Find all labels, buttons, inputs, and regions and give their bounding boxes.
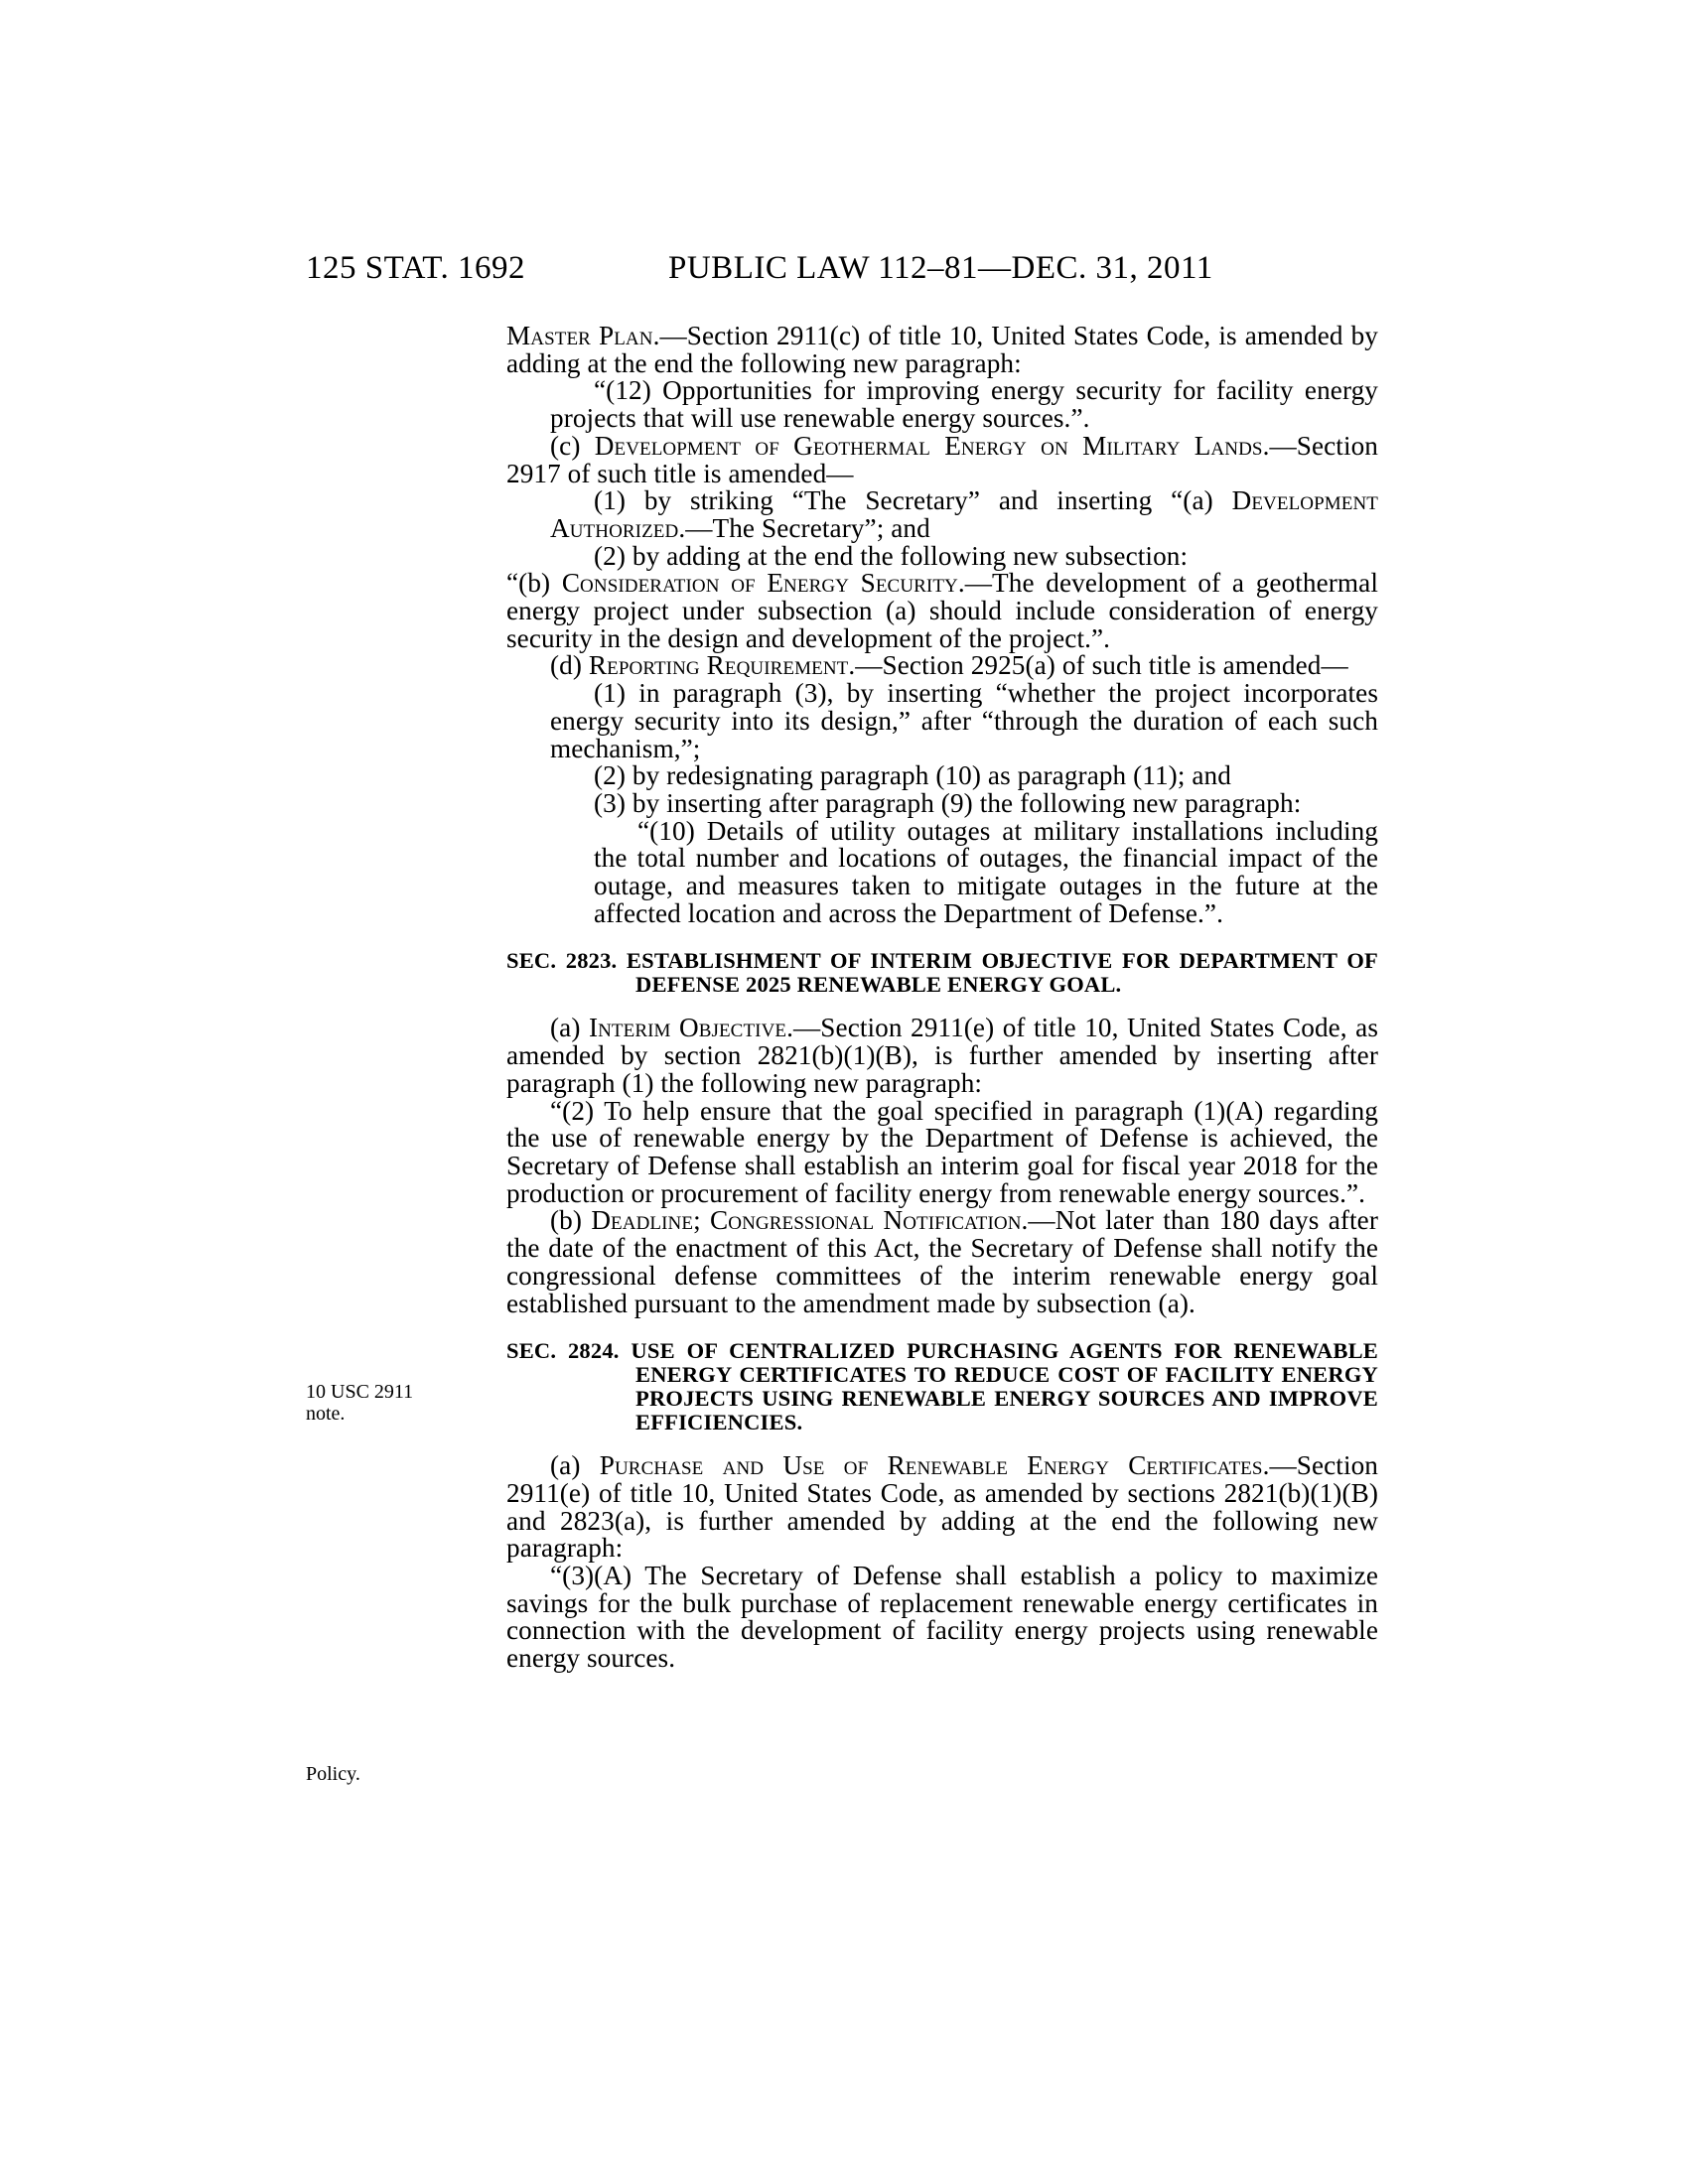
margin-note-usc-ref: 10 USC 2911 xyxy=(306,1381,414,1403)
text-2824-a: .—Section 2911(e) of title 10, United States Code, as amended by sections 2821(b)(1)(B) and 2823(a), is further amended by adding at the end the following new paragraph: xyxy=(506,1450,1378,1564)
margin-note-usc xyxy=(306,1381,413,1425)
paragraph-d-1: (1) in paragraph (3), by inserting “whether the project incorporates energy security into its design,” after “through the duration of each such mechanism,”; xyxy=(550,678,1378,763)
document-body xyxy=(506,323,1378,1673)
statute-page-number: 125 STAT. 1692 xyxy=(306,250,526,286)
caption-energy-security: Consideration of Energy Security xyxy=(561,568,958,599)
label-d: (d) xyxy=(550,650,589,681)
section-heading-2823: SEC. 2823. ESTABLISHMENT OF INTERIM OBJECTIVE FOR DEPARTMENT OF DEFENSE 2025 RENEWABLE ENERGY GOAL. xyxy=(506,948,1378,998)
paragraph-c-2: (2) by adding at the end the following new subsection: xyxy=(594,540,1189,571)
label-2823-b: (b) xyxy=(550,1205,592,1236)
paragraph-2823-quote: “(2) To help ensure that the goal specified in paragraph (1)(A) regarding the use of renewable energy by the Department of Defense is achieved, the Secretary of Defense shall establish an interim goal for fiscal year 2018 for the production or procurement of facility energy from renewable energy sources.”. xyxy=(506,1095,1378,1208)
paragraph-2824-quote: “(3)(A) The Secretary of Defense shall establish a policy to maximize savings for the bulk purchase of replacement renewable energy certificates in connection with the development of facility energy projects using renewable energy sources. xyxy=(506,1561,1378,1674)
caption-development-authorized: Development Authorized xyxy=(550,485,1378,543)
text-b-quote: .—The development of a geothermal energy project under subsection (a) should include consideration of energy security in the design and development of the project.”. xyxy=(506,568,1378,653)
text-c-1-pre: (1) by striking “The Secretary” and inserting “(a) xyxy=(594,485,1232,516)
section-heading-2824: SEC. 2824. USE OF CENTRALIZED PURCHASING AGENTS FOR RENEWABLE ENERGY CERTIFICATES TO REDUCE COST OF FACILITY ENERGY PROJECTS USING RENEWABLE ENERGY SOURCES AND IMPROVE EFFICIENCIES. xyxy=(506,1338,1378,1435)
paragraph-quote-12: “(12) Opportunities for improving energy security for facility energy projects that will use renewable energy sources.”. xyxy=(550,375,1378,434)
running-title: PUBLIC LAW 112–81—DEC. 31, 2011 xyxy=(668,250,1213,286)
caption-reporting: Reporting Requirement xyxy=(588,650,849,681)
paragraph-d-3: (3) by inserting after paragraph (9) the following new paragraph: xyxy=(594,787,1302,818)
paragraph-2824-a xyxy=(506,1452,1378,1563)
caption-purchase-use: Purchase and Use of Renewable Energy Certificates xyxy=(599,1450,1263,1481)
paragraph-quote-10: “(10) Details of utility outages at military installations including the total number and locations of outages, the financial impact of the outage, and measures taken to mitigate outages in the future at the affected location and across the Department of Defense.”. xyxy=(594,815,1378,928)
label-b-quote: “(b) xyxy=(506,568,562,599)
paragraph-master-plan xyxy=(506,323,1378,377)
text-master-plan: .—Section 2911(c) of title 10, United States Code, is amended by adding at the end the following new paragraph: xyxy=(506,321,1378,378)
text-2823-b: .—Not later than 180 days after the date of the enactment of this Act, the Secretary of Defense shall notify the congressional defense committees of the interim renewable energy goal established pursuant to the amendment made by subsection (a). xyxy=(506,1205,1378,1318)
margin-note-usc-note: note. xyxy=(306,1403,346,1425)
text-c-1-post: .—The Secretary”; and xyxy=(678,512,930,543)
label-c: (c) xyxy=(550,430,595,461)
caption-geothermal: Development of Geothermal Energy on Military Lands xyxy=(594,430,1263,461)
paragraph-d xyxy=(506,652,1378,680)
paragraph-b-quote xyxy=(506,570,1378,652)
label-2823-a: (a) xyxy=(550,1013,589,1043)
caption-master-plan: Master Plan xyxy=(506,321,653,350)
paragraph-c xyxy=(506,430,1378,488)
margin-note-policy: Policy. xyxy=(306,1763,360,1785)
page-header xyxy=(306,250,1373,290)
caption-interim-objective: Interim Objective xyxy=(588,1013,787,1043)
label-2824-a: (a) xyxy=(550,1450,600,1481)
paragraph-2823-a xyxy=(506,1015,1378,1097)
paragraph-d-2: (2) by redesignating paragraph (10) as paragraph (11); and xyxy=(594,760,1231,791)
text-2823-a: .—Section 2911(e) of title 10, United States Code, as amended by section 2821(b)(1)(B), is further amended by inserting after paragraph (1) the following new paragraph: xyxy=(506,1013,1379,1098)
text-c: .—Section 2917 of such title is amended— xyxy=(506,430,1378,488)
paragraph-c-1 xyxy=(506,487,1378,542)
text-d: .—Section 2925(a) of such title is amended— xyxy=(848,650,1348,681)
caption-deadline: Deadline; Congressional Notification xyxy=(591,1205,1022,1236)
paragraph-2823-b xyxy=(506,1207,1378,1317)
